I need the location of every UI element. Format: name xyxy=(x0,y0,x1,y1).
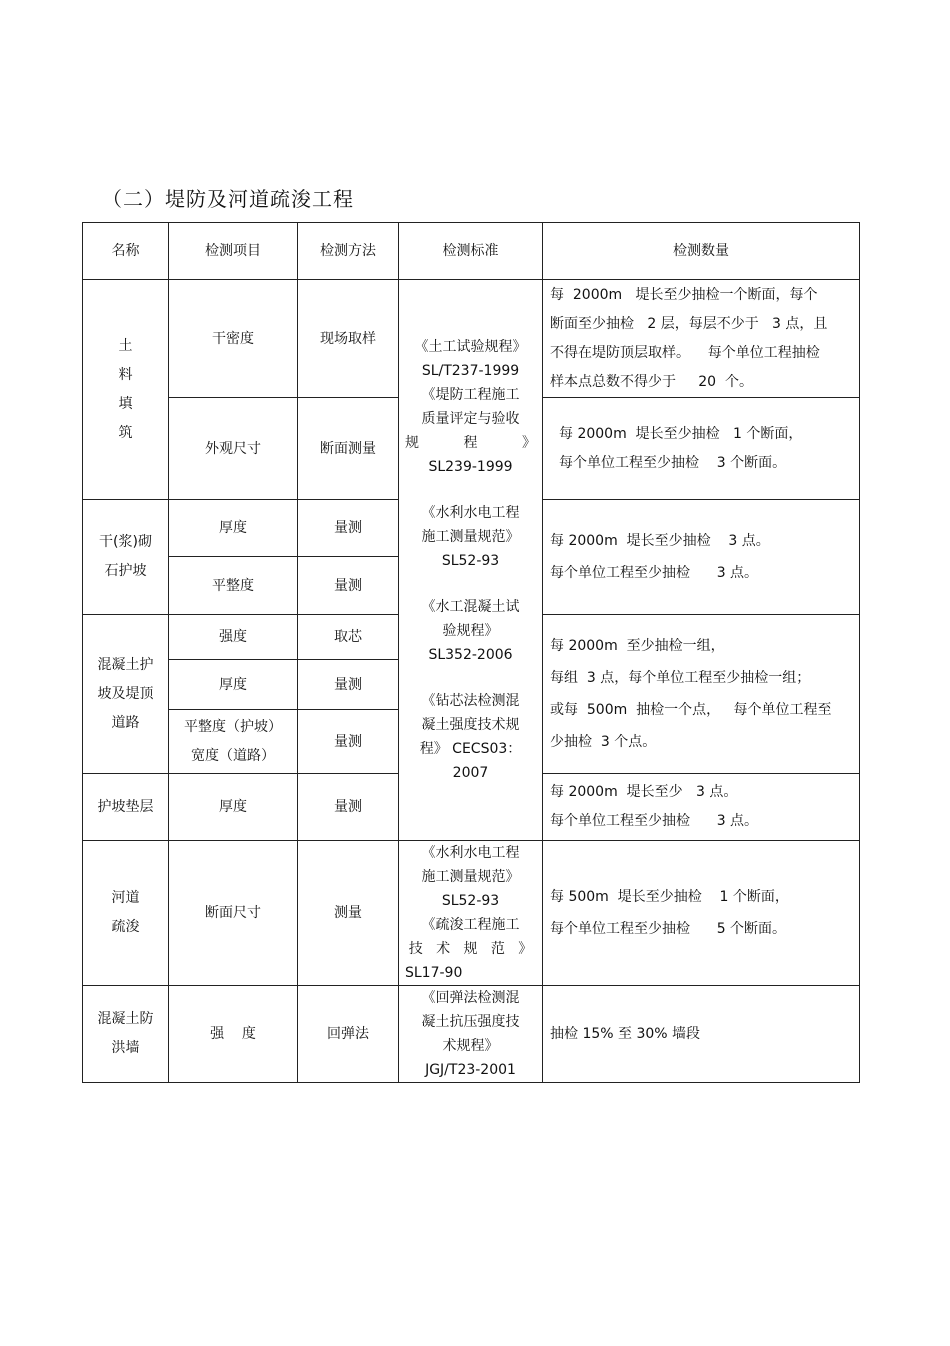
quantity-line: 每 2000m 至少抽检一组， xyxy=(550,638,725,654)
standard-line: 《回弹法检测混 xyxy=(421,990,520,1006)
shared-standards-cell xyxy=(399,280,543,841)
standard-line: 术规程》 xyxy=(442,1038,499,1054)
standard-line: JGJ/T23-2001 xyxy=(425,1062,516,1078)
name-line: 疏浚 xyxy=(111,919,140,935)
quantity-line: 每个单位工程至少抽检 3 点。 xyxy=(550,813,759,829)
name-line: 混凝土护 xyxy=(97,656,154,673)
dredging-name-cell xyxy=(83,841,169,986)
quantity-line: 少抽检 3 个点。 xyxy=(550,734,657,750)
quantity-line: 样本点总数不得少于 20 个。 xyxy=(550,373,753,390)
quantity-line: 每 2000m 堤长至少 3 点。 xyxy=(550,784,738,800)
standard-line: 《堤防工程施工 xyxy=(421,387,520,403)
quantity-line: 每个单位工程至少抽检 5 个断面。 xyxy=(550,921,787,937)
item-cell: 厚度 xyxy=(169,660,298,710)
standard-line: 凝土抗压强度技 xyxy=(421,1014,520,1030)
standard-line: SL352-2006 xyxy=(428,647,513,663)
method-cell: 量测 xyxy=(298,557,399,615)
item-cell: 强 度 xyxy=(169,986,298,1083)
quantity-line: 每组 3 点，每个单位工程至少抽检一组； xyxy=(550,670,811,686)
standard-line: 2007 xyxy=(452,765,489,781)
standard-line: SL52-93 xyxy=(441,893,500,909)
earth-fill-name-char: 填 xyxy=(118,395,133,412)
standard-line: 凝土强度技术规 xyxy=(421,717,520,733)
standard-line: 验规程》 xyxy=(442,623,499,639)
quantity-line: 每个单位工程至少抽检 3 点。 xyxy=(550,565,759,581)
item-cell: 厚度 xyxy=(169,774,298,841)
header-item: 检测项目 xyxy=(169,223,298,280)
quantity-cell xyxy=(543,774,860,841)
name-line: 河道 xyxy=(111,890,140,906)
quantity-line: 或每 500m 抽检一个点， 每个单位工程至 xyxy=(550,702,832,718)
masonry-name-cell xyxy=(83,500,169,615)
item-cell: 平整度 xyxy=(169,557,298,615)
inspection-table xyxy=(82,222,860,1083)
standard-line: SL17-90 xyxy=(405,965,463,981)
item-cell: 强度 xyxy=(169,615,298,660)
table-row xyxy=(83,280,860,398)
header-name: 名称 xyxy=(83,223,169,280)
spacer xyxy=(405,479,536,501)
quantity-cell xyxy=(543,398,860,500)
cushion-name-cell: 护坡垫层 xyxy=(83,774,169,841)
item-cell: 外观尺寸 xyxy=(169,398,298,500)
spacer xyxy=(405,667,536,689)
quantity-line: 不得在堤防顶层取样。 每个单位工程抽检 xyxy=(550,344,820,361)
table-header-row xyxy=(83,223,860,280)
standard-line: 程》 CECS03： xyxy=(419,741,522,757)
standard-line: 施工测量规范》 xyxy=(421,869,520,885)
quantity-line: 每 2000m 堤长至少抽检 1 个断面， xyxy=(559,425,803,442)
table-row xyxy=(83,841,860,986)
earth-fill-name-char: 料 xyxy=(118,366,133,383)
quantity-cell xyxy=(543,500,860,615)
standard-cell xyxy=(399,986,543,1083)
name-line: 干(浆)砌 xyxy=(99,534,152,550)
earth-fill-name-cell xyxy=(83,280,169,500)
standard-line: 《水利水电工程 xyxy=(421,505,520,521)
quantity-cell: 抽检 15% 至 30% 墙段 xyxy=(543,986,860,1083)
quantity-line: 每 2000m 堤长至少抽检 3 点。 xyxy=(550,533,770,549)
standard-line: 《钻芯法检测混 xyxy=(421,693,520,709)
quantity-cell xyxy=(543,615,860,774)
item-line: 宽度（道路） xyxy=(191,747,275,764)
item-cell xyxy=(169,710,298,774)
method-cell: 回弹法 xyxy=(298,986,399,1083)
earth-fill-name-char: 土 xyxy=(118,337,133,354)
header-standard: 检测标准 xyxy=(399,223,543,280)
quantity-line: 断面至少抽检 2 层，每层不少于 3 点，且 xyxy=(550,315,828,332)
method-cell: 断面测量 xyxy=(298,398,399,500)
standard-line: 质量评定与验收 xyxy=(421,411,520,427)
standard-line: 《土工试验规程》 xyxy=(414,339,527,355)
method-cell: 量测 xyxy=(298,500,399,557)
standard-line: 《水工混凝土试 xyxy=(421,599,520,615)
earth-fill-name-char: 筑 xyxy=(118,424,133,441)
item-cell: 断面尺寸 xyxy=(169,841,298,986)
standard-line: SL239-1999 xyxy=(428,459,513,475)
quantity-line: 每 500m 堤长至少抽检 1 个断面， xyxy=(550,889,789,905)
quantity-line: 每 2000m 堤长至少抽检一个断面，每个 xyxy=(550,286,818,303)
quantity-cell xyxy=(543,841,860,986)
quantity-line: 每个单位工程至少抽检 3 个断面。 xyxy=(559,454,787,471)
name-line: 坡及堤顶 xyxy=(97,685,154,702)
header-method: 检测方法 xyxy=(298,223,399,280)
standard-line: 规 程 》 xyxy=(405,435,537,451)
section-title: （二）堤防及河道疏浚工程 xyxy=(102,187,354,211)
quantity-cell xyxy=(543,280,860,398)
name-line: 洪墙 xyxy=(111,1040,140,1056)
method-cell: 量测 xyxy=(298,774,399,841)
method-cell: 量测 xyxy=(298,660,399,710)
name-line: 道路 xyxy=(111,714,140,731)
table-row xyxy=(83,986,860,1083)
method-cell: 现场取样 xyxy=(298,280,399,398)
method-cell: 测量 xyxy=(298,841,399,986)
standard-line: 《水利水电工程 xyxy=(421,845,520,861)
item-cell: 干密度 xyxy=(169,280,298,398)
header-quantity: 检测数量 xyxy=(543,223,860,280)
item-line: 平整度（护坡） xyxy=(184,718,282,735)
standard-line: 技 术 规 范 》 xyxy=(408,941,533,957)
standard-line: 《疏浚工程施工 xyxy=(421,917,520,933)
method-cell: 量测 xyxy=(298,710,399,774)
standard-line: 施工测量规范》 xyxy=(421,529,520,545)
item-cell: 厚度 xyxy=(169,500,298,557)
flood-wall-name-cell xyxy=(83,986,169,1083)
standard-line: SL/T237-1999 xyxy=(421,363,520,379)
method-cell: 取芯 xyxy=(298,615,399,660)
name-line: 石护坡 xyxy=(104,563,147,579)
concrete-slope-name-cell xyxy=(83,615,169,774)
standard-cell xyxy=(399,841,543,986)
spacer xyxy=(405,573,536,595)
name-line: 混凝土防 xyxy=(97,1011,154,1027)
standard-line: SL52-93 xyxy=(441,553,500,569)
